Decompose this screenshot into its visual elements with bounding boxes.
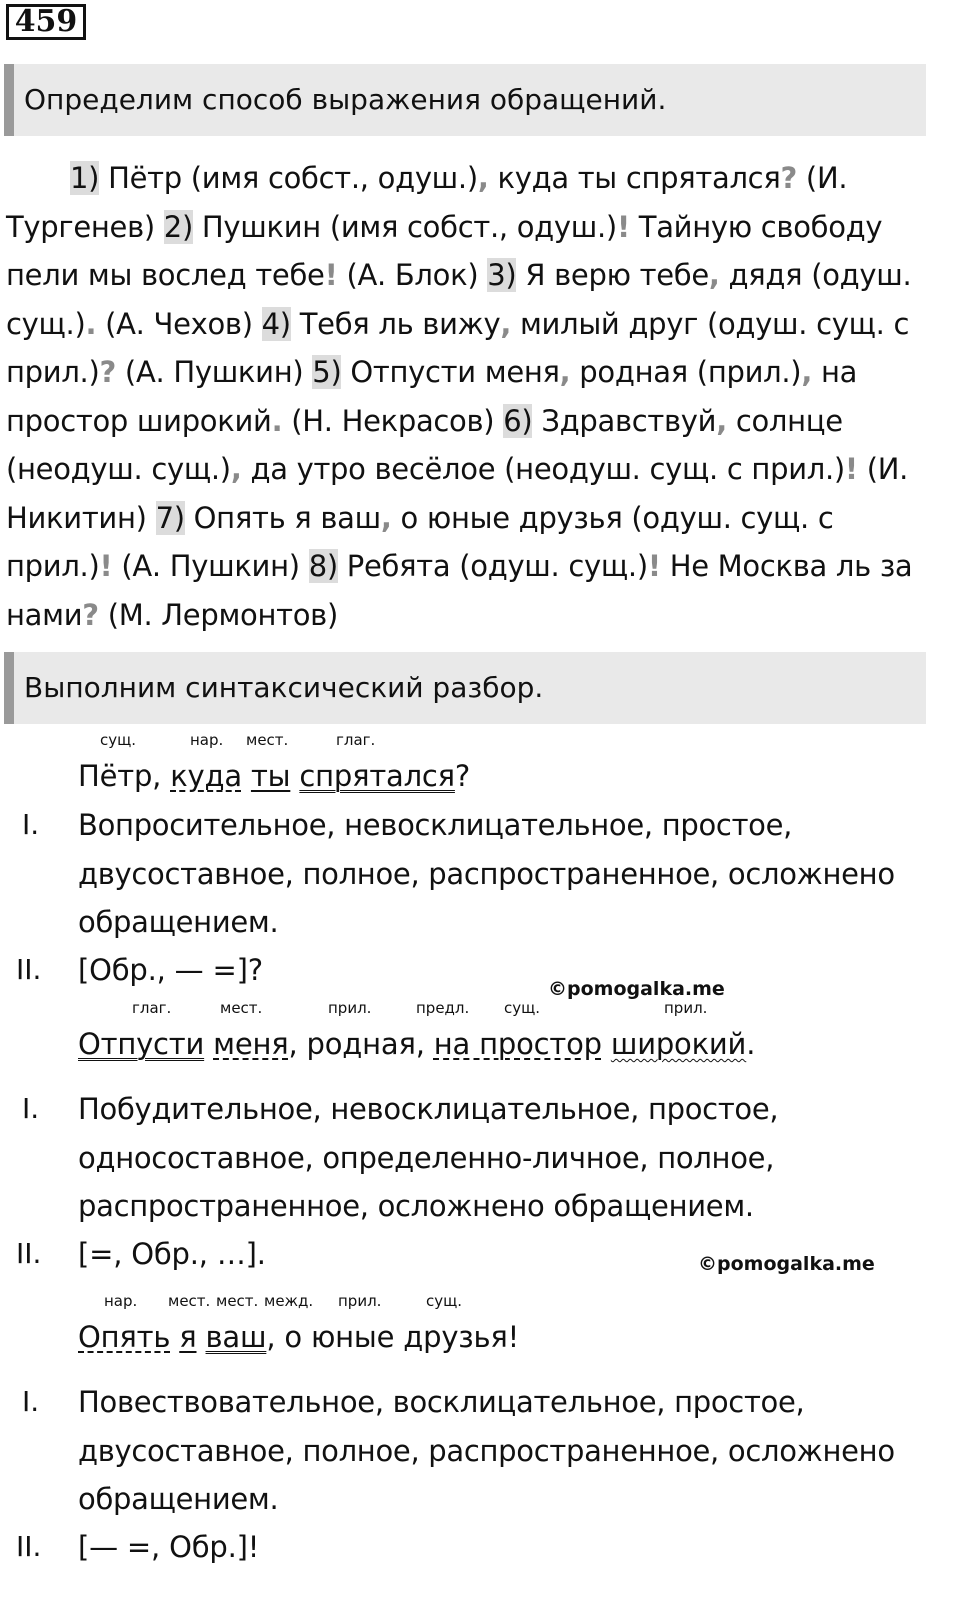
- analyzed-sentence: Пётр, куда ты спрятался?: [78, 759, 471, 793]
- examples-paragraph: [6, 154, 926, 639]
- row-label: I.: [22, 1092, 40, 1125]
- example-item: 7) Опять я ваш, о юные друзья (одуш. сущ. с прил.)! (А. Пушкин): [6, 500, 834, 583]
- pos-label: нар.: [104, 1292, 138, 1310]
- pos-label: сущ.: [426, 1292, 463, 1310]
- pos-label: мест.: [168, 1292, 211, 1310]
- sentence-characteristics: Повествовательное, восклицательное, простое, двусоставное, полное, распространенное, осложнено обращением.: [78, 1385, 895, 1516]
- sentence-scheme: [Обр., — =]?: [78, 953, 263, 987]
- pos-label: прил.: [338, 1292, 382, 1310]
- sentence-characteristics: Побудительное, невосклицательное, простое, односоставное, определенно-личное, полное, распространенное, осложнено обращением.: [78, 1092, 779, 1223]
- pos-label: предл.: [416, 999, 470, 1017]
- example-item: 1) Пётр (имя собст., одуш.), куда ты спрятался? (И. Тургенев): [6, 161, 848, 244]
- example-item: 4) Тебя ль вижу, милый друг (одуш. сущ. с прил.)? (А. Пушкин): [6, 306, 910, 389]
- sentence-characteristics: Вопросительное, невосклицательное, простое, двусоставное, полное, распространенное, осложнено обращением.: [78, 808, 895, 939]
- pos-label: мест.: [220, 999, 263, 1017]
- sentence-scheme: [=, Обр., …].: [78, 1237, 266, 1271]
- pos-label: глаг.: [132, 999, 172, 1017]
- pos-label: прил.: [328, 999, 372, 1017]
- analyzed-sentence: Опять я ваш, о юные друзья!: [78, 1320, 520, 1354]
- sentence-scheme: [— =, Обр.]!: [78, 1530, 260, 1564]
- row-label: II.: [16, 1530, 42, 1563]
- analyzed-sentence: Отпусти меня, родная, на простор широкий.: [78, 1027, 756, 1061]
- example-item: 8) Ребята (одуш. сущ.)! Не Москва ль за нами? (М. Лермонтов): [6, 549, 913, 632]
- example-item: 5) Отпусти меня, родная (прил.), на простор широкий. (Н. Некрасов): [6, 355, 858, 438]
- exercise-number: 459: [6, 4, 86, 40]
- section-heading-parsing: Выполним синтаксический разбор.: [4, 652, 926, 724]
- row-label: I.: [22, 1385, 40, 1418]
- pos-label: нар.: [190, 731, 224, 749]
- row-label: I.: [22, 808, 40, 841]
- pos-label: прил.: [664, 999, 708, 1017]
- pos-label: мест.: [246, 731, 289, 749]
- pos-label: межд.: [264, 1292, 314, 1310]
- row-label: II.: [16, 1237, 42, 1270]
- pos-label: сущ.: [100, 731, 137, 749]
- row-label: II.: [16, 953, 42, 986]
- watermark: ©pomogalka.me: [698, 1253, 875, 1275]
- pos-label: мест.: [216, 1292, 259, 1310]
- watermark: ©pomogalka.me: [548, 978, 725, 1000]
- example-item: 3) Я верю тебе, дядя (одуш. сущ.). (А. Чехов): [6, 258, 912, 341]
- example-item: 2) Пушкин (имя собст., одуш.)! Тайную свободу пели мы вослед тебе! (А. Блок): [6, 209, 883, 292]
- pos-label: глаг.: [336, 731, 376, 749]
- section-heading-appeals: Определим способ выражения обращений.: [4, 64, 926, 136]
- example-item: 6) Здравствуй, солнце (неодуш. сущ.), да утро весёлое (неодуш. сущ. с прил.)! (И. Никитин): [6, 403, 909, 535]
- pos-label: сущ.: [504, 999, 541, 1017]
